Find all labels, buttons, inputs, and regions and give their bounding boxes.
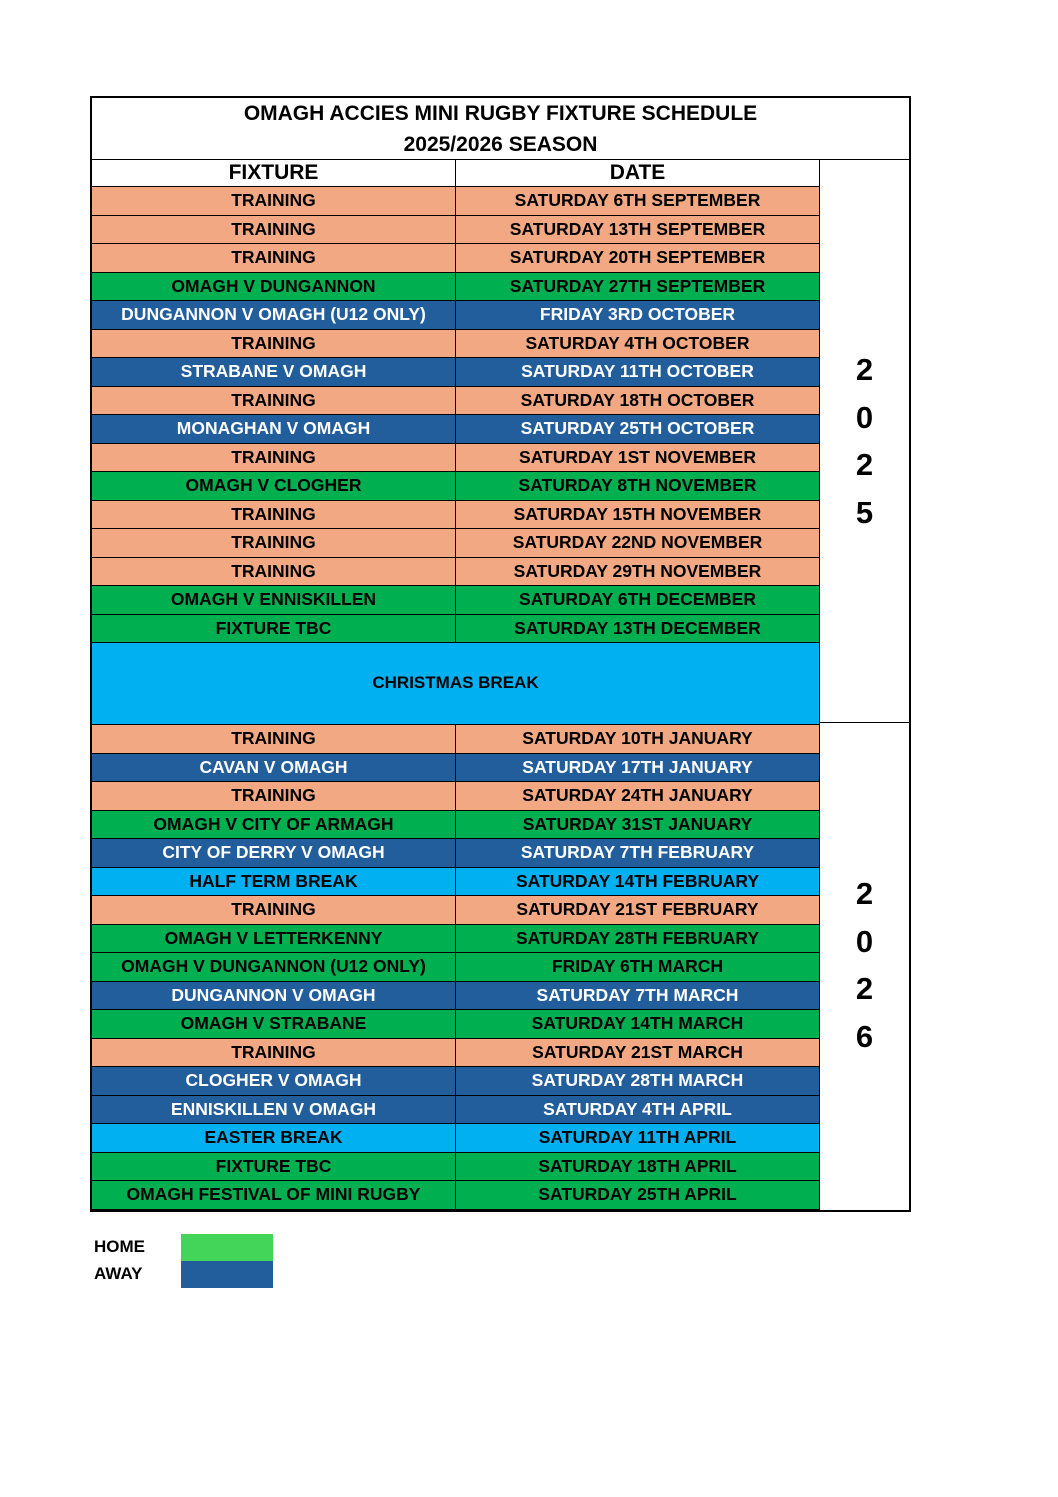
- year-column: [820, 160, 909, 1210]
- year-2026-cell: [820, 723, 909, 1207]
- legend-home-swatch: [181, 1234, 273, 1261]
- year-digit: 5: [855, 494, 874, 530]
- fixture-cell: OMAGH FESTIVAL OF MINI RUGBY: [92, 1181, 456, 1210]
- fixture-row: [92, 615, 820, 644]
- fixture-row: [92, 868, 820, 897]
- title-line-2: 2025/2026 SEASON: [403, 133, 598, 156]
- fixture-cell: TRAINING: [92, 558, 456, 587]
- date-cell: SATURDAY 1ST NOVEMBER: [456, 444, 820, 473]
- fixture-row: [92, 1096, 820, 1125]
- date-cell: SATURDAY 4TH APRIL: [456, 1096, 820, 1125]
- rows-2025: [92, 187, 820, 643]
- date-cell: SATURDAY 6TH SEPTEMBER: [456, 187, 820, 216]
- date-cell: SATURDAY 14TH FEBRUARY: [456, 868, 820, 897]
- fixture-cell: OMAGH V DUNGANNON: [92, 273, 456, 302]
- fixture-cell: TRAINING: [92, 896, 456, 925]
- year-digit: 2: [855, 971, 874, 1006]
- year-2026-digits: [856, 870, 873, 1060]
- fixture-cell: DUNGANNON V OMAGH (U12 ONLY): [92, 301, 456, 330]
- fixture-cell: STRABANE V OMAGH: [92, 358, 456, 387]
- date-cell: SATURDAY 18TH APRIL: [456, 1153, 820, 1182]
- fixture-cell: CLOGHER V OMAGH: [92, 1067, 456, 1096]
- legend-away-swatch: [181, 1261, 273, 1288]
- date-cell: SATURDAY 18TH OCTOBER: [456, 387, 820, 416]
- fixture-cell: TRAINING: [92, 725, 456, 754]
- date-cell: SATURDAY 10TH JANUARY: [456, 725, 820, 754]
- rows-2026: [92, 725, 820, 1210]
- date-cell: SATURDAY 27TH SEPTEMBER: [456, 273, 820, 302]
- date-cell: SATURDAY 28TH MARCH: [456, 1067, 820, 1096]
- date-cell: SATURDAY 17TH JANUARY: [456, 754, 820, 783]
- fixture-cell: TRAINING: [92, 444, 456, 473]
- fixture-row: [92, 501, 820, 530]
- date-cell: SATURDAY 8TH NOVEMBER: [456, 472, 820, 501]
- legend: [94, 1234, 294, 1290]
- fixture-cell: TRAINING: [92, 216, 456, 245]
- fixture-schedule-table: [90, 96, 911, 1212]
- fixture-cell: TRAINING: [92, 244, 456, 273]
- fixture-row: [92, 1010, 820, 1039]
- title-line-1: OMAGH ACCIES MINI RUGBY FIXTURE SCHEDULE: [243, 102, 758, 125]
- fixture-cell: DUNGANNON V OMAGH: [92, 982, 456, 1011]
- legend-home-label: HOME: [94, 1237, 145, 1256]
- date-cell: FRIDAY 6TH MARCH: [456, 953, 820, 982]
- fixture-row: [92, 811, 820, 840]
- fixture-row: [92, 953, 820, 982]
- year-digit: 2: [855, 876, 874, 911]
- date-cell: SATURDAY 13TH DECEMBER: [456, 615, 820, 644]
- date-cell: SATURDAY 14TH MARCH: [456, 1010, 820, 1039]
- schedule-left-columns: [92, 160, 820, 1210]
- date-cell: SATURDAY 6TH DECEMBER: [456, 586, 820, 615]
- year-digit: 2: [855, 352, 874, 387]
- fixture-cell: CITY OF DERRY V OMAGH: [92, 839, 456, 868]
- date-cell: SATURDAY 24TH JANUARY: [456, 782, 820, 811]
- fixture-row: [92, 444, 820, 473]
- fixture-row: [92, 216, 820, 245]
- fixture-cell: OMAGH V DUNGANNON (U12 ONLY): [92, 953, 456, 982]
- fixture-row: [92, 982, 820, 1011]
- date-cell: SATURDAY 21ST FEBRUARY: [456, 896, 820, 925]
- fixture-cell: OMAGH V CITY OF ARMAGH: [92, 811, 456, 840]
- fixture-row: [92, 301, 820, 330]
- fixture-cell: TRAINING: [92, 187, 456, 216]
- legend-away-label: AWAY: [94, 1264, 143, 1283]
- schedule-title: [92, 98, 909, 160]
- fixture-row: [92, 782, 820, 811]
- schedule-grid: [92, 160, 909, 1210]
- fixture-row: [92, 387, 820, 416]
- fixture-cell: CAVAN V OMAGH: [92, 754, 456, 783]
- fixture-row: [92, 358, 820, 387]
- fixture-row: [92, 273, 820, 302]
- date-cell: SATURDAY 25TH APRIL: [456, 1181, 820, 1210]
- year-2025-cell: [820, 160, 909, 723]
- date-cell: SATURDAY 7TH FEBRUARY: [456, 839, 820, 868]
- fixture-cell: FIXTURE TBC: [92, 615, 456, 644]
- fixture-row: [92, 1124, 820, 1153]
- fixture-row: [92, 896, 820, 925]
- date-cell: SATURDAY 13TH SEPTEMBER: [456, 216, 820, 245]
- fixture-row: [92, 586, 820, 615]
- date-cell: FRIDAY 3RD OCTOBER: [456, 301, 820, 330]
- date-cell: SATURDAY 31ST JANUARY: [456, 811, 820, 840]
- fixture-cell: HALF TERM BREAK: [92, 868, 456, 897]
- fixture-cell: TRAINING: [92, 1039, 456, 1068]
- fixture-cell: OMAGH V STRABANE: [92, 1010, 456, 1039]
- date-cell: SATURDAY 22ND NOVEMBER: [456, 529, 820, 558]
- fixture-row: [92, 472, 820, 501]
- fixture-row: [92, 187, 820, 216]
- fixture-row: [92, 1181, 820, 1210]
- date-cell: SATURDAY 25TH OCTOBER: [456, 415, 820, 444]
- year-2025-digits: [856, 346, 873, 536]
- fixture-row: [92, 839, 820, 868]
- date-cell: SATURDAY 7TH MARCH: [456, 982, 820, 1011]
- fixture-cell: TRAINING: [92, 330, 456, 359]
- fixture-row: [92, 1067, 820, 1096]
- date-cell: SATURDAY 29TH NOVEMBER: [456, 558, 820, 587]
- fixture-row: [92, 925, 820, 954]
- date-cell: SATURDAY 4TH OCTOBER: [456, 330, 820, 359]
- fixture-cell: MONAGHAN V OMAGH: [92, 415, 456, 444]
- date-column-header: DATE: [456, 160, 820, 187]
- year-digit: 0: [855, 923, 874, 959]
- year-digit: 6: [855, 1018, 874, 1054]
- fixture-row: [92, 558, 820, 587]
- date-cell: SATURDAY 28TH FEBRUARY: [456, 925, 820, 954]
- fixture-row: [92, 415, 820, 444]
- fixture-row: [92, 1153, 820, 1182]
- fixture-row: [92, 330, 820, 359]
- date-cell: SATURDAY 11TH OCTOBER: [456, 358, 820, 387]
- date-cell: SATURDAY 20TH SEPTEMBER: [456, 244, 820, 273]
- fixture-cell: EASTER BREAK: [92, 1124, 456, 1153]
- fixture-row: [92, 754, 820, 783]
- fixture-row: [92, 1039, 820, 1068]
- fixture-cell: OMAGH V CLOGHER: [92, 472, 456, 501]
- fixture-row: [92, 725, 820, 754]
- fixture-cell: TRAINING: [92, 387, 456, 416]
- fixture-row: [92, 529, 820, 558]
- fixture-cell: OMAGH V LETTERKENNY: [92, 925, 456, 954]
- fixture-cell: TRAINING: [92, 501, 456, 530]
- fixture-cell: FIXTURE TBC: [92, 1153, 456, 1182]
- fixture-cell: OMAGH V ENNISKILLEN: [92, 586, 456, 615]
- fixture-cell: TRAINING: [92, 782, 456, 811]
- fixture-cell: ENNISKILLEN V OMAGH: [92, 1096, 456, 1125]
- fixture-cell: TRAINING: [92, 529, 456, 558]
- christmas-break-row: CHRISTMAS BREAK: [92, 643, 820, 725]
- column-header-row: [92, 160, 820, 187]
- fixture-column-header: FIXTURE: [92, 160, 456, 187]
- year-digit: 2: [855, 447, 874, 482]
- date-cell: SATURDAY 21ST MARCH: [456, 1039, 820, 1068]
- fixture-row: [92, 244, 820, 273]
- date-cell: SATURDAY 11TH APRIL: [456, 1124, 820, 1153]
- year-digit: 0: [855, 399, 874, 435]
- date-cell: SATURDAY 15TH NOVEMBER: [456, 501, 820, 530]
